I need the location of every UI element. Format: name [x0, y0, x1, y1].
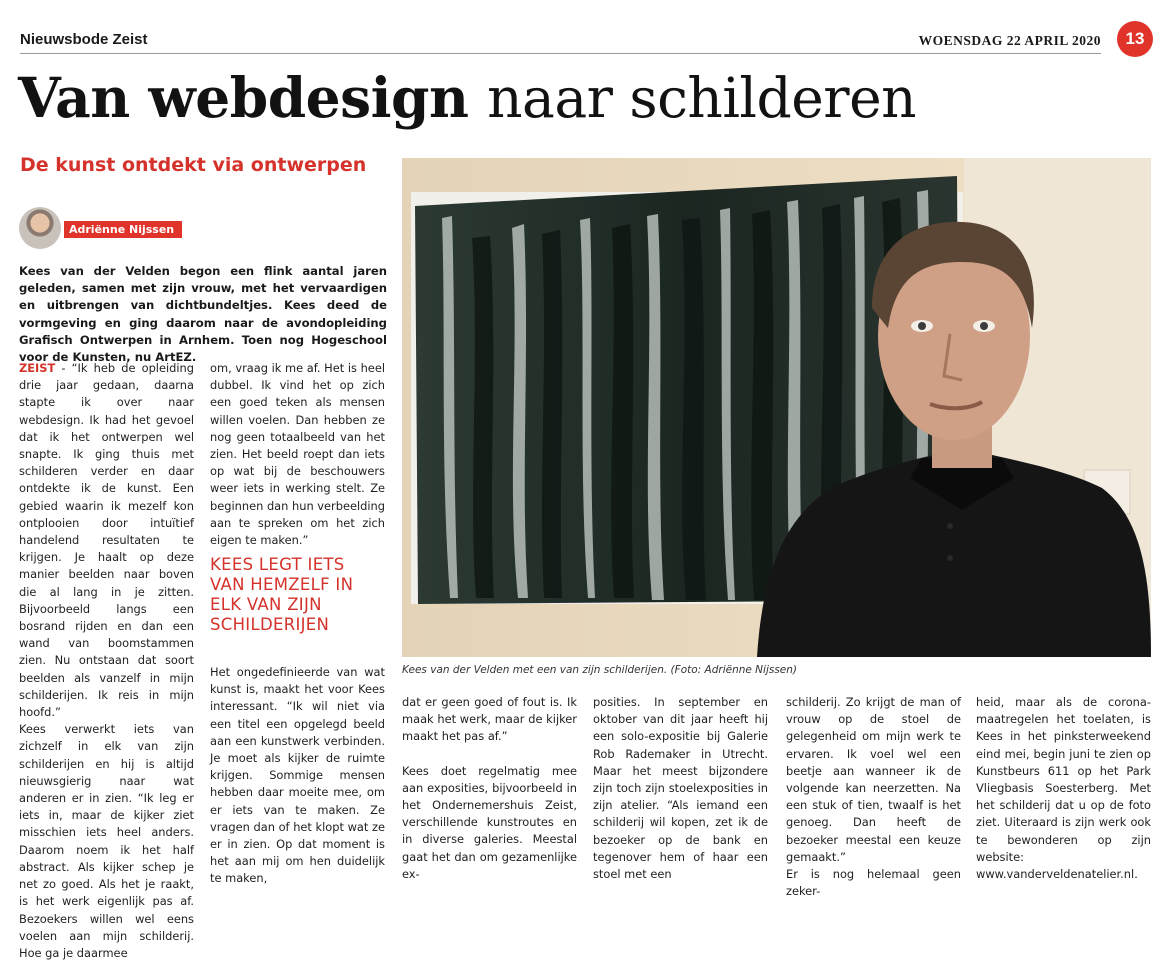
paragraph: Er is nog helemaal geen zeker-: [786, 867, 961, 899]
page-number-badge: 13: [1117, 21, 1153, 57]
article-column-3: [402, 694, 577, 883]
paragraph: [19, 360, 194, 721]
paragraph: Het ongedefinieerde van wat kunst is, maakt het voor Kees interessant. “Ik wil niet via een titel een opgelegd beeld aan een kunstwerk verbinden. Je moet als kijker de ruimte krijgen. Sommige mensen hebben daar moeite mee, om er iets van te maken. Ze vragen dan of het klopt wat ze er in zien. Op dat moment is het aan mij om hen duidelijk te maken,: [210, 665, 385, 886]
header-divider: [20, 53, 1101, 54]
article-column-1: [19, 360, 194, 962]
subheadline: De kunst ontdekt via ontwerpen: [20, 154, 367, 176]
headline-bold: Van webdesign: [18, 65, 469, 130]
article-column-6: [976, 694, 1151, 883]
dateline: ZEIST: [19, 361, 56, 375]
paragraph-text: - “Ik heb de opleiding drie jaar gedaan, daarna stapte ik over naar webdesign. Ik had het gevoel dat ik het ontwerpen wel snapte. Ik ging thuis met schilderen verder en daar ontdekte ik de kunst. Een gebied waarin ik mezelf kon ontplooien door intuïtief handelend resultaten te krijgen. Je haalt op deze manier beelden naar boven die al lang in je zitten. Bijvoorbeeld langs een bosrand rijden en dan een wand van boomstammen zien. Nu ontstaan dat soort beelden als vanzelf in mijn schilderijen. Ik reis in mijn hoofd.”: [19, 361, 194, 720]
photo-caption: Kees van der Velden met een van zijn schilderijen. (Foto: Adriënne Nijssen): [402, 664, 798, 676]
author-avatar: [19, 207, 61, 249]
photo-illustration: [402, 158, 1151, 657]
paragraph: schilderij. Zo krijgt de man of vrouw op de stoel de gelegenheid om mijn werk te ervaren. Ik voel wel een beetje aan wanneer ik de volgende kan neerzetten. Na een stuk of tien, twaalf is het genoeg. Dan heeft de bezoeker meestal een keuze gemaakt.”: [786, 695, 961, 864]
article-photo: [402, 158, 1151, 657]
paragraph: om, vraag ik me af. Het is heel dubbel. Ik vind het op zich een goed teken als mensen willen voelen. Dan hebben ze nog geen totaalbeeld van het zien. Het beeld roept dan iets op wat bij de beschouwers weer iets in werking stelt. Ze beginnen dan hun verbeelding aan te spreken om het zich eigen te maken.”: [210, 361, 385, 548]
article-lead: Kees van der Velden begon een flink aantal jaren geleden, samen met zijn vrouw, met het vervaardigen en uitbrengen van dichtbundeltjes. Kees deed de vormgeving en ging daarom naar de avondopleiding Grafisch Ontwerpen in Arnhem. Toen nog Hogeschool voor de Kunsten, nu ArtEZ.: [19, 264, 387, 365]
paragraph: posities. In september en oktober van dit jaar heeft hij een solo-expositie bij Galerie Rob Rademaker in Utrecht. Maar het meest bijzondere zijn toch zijn stoelexposities in zijn atelier. “Als iemand een schilderij wil kopen, zet ik de bezoeker op de bank en tegenover hem of haar een stoel met een: [593, 695, 768, 882]
paragraph: Kees verwerkt iets van zichzelf in elk van zijn schilderijen en hij is altijd nieuwsgierig naar wat anderen er in zien. “Ik leg er iets in, maar de kijker ziet misschien iets heel anders. Daarom noem ik het half abstract. Als kijker schep je net zo goed. Als het je raakt, is het werk eigenlijk pas af. Bezoekers willen wel eens voelen aan mijn schilderij. Hoe ga je daarmee: [19, 722, 194, 960]
headline-light: naar schilderen: [487, 66, 917, 130]
headline: [18, 62, 916, 134]
author-byline: Adriënne Nijssen: [64, 221, 182, 238]
paragraph: Kees doet regelmatig mee aan exposities, bijvoorbeeld in het Ondernemershuis Zeist, verschillende kunstroutes en in diverse galeries. Meestal gaat het dan om gezamenlijke ex-: [402, 763, 577, 881]
newspaper-name: Nieuwsbode Zeist: [20, 31, 148, 48]
article-column-4: [593, 694, 768, 883]
article-column-2: [210, 360, 385, 549]
article-column-2-continued: [210, 664, 385, 888]
paragraph: heid, maar als de corona-maatregelen het toelaten, is Kees in het pinksterweekend eind mei, begin juni te zien op Kunstbeurs 611 op het Park Vliegbasis Soesterberg. Met het schilderij dat u op de foto ziet. Uiteraard is zijn werk ook te bewonderen op zijn website:: [976, 695, 1151, 864]
paragraph: dat er geen goed of fout is. Ik maak het werk, maar de kijker maakt het pas af.”: [402, 695, 577, 744]
issue-date: WOENSDAG 22 APRIL 2020: [918, 33, 1101, 48]
pull-quote: KEES LEGT IETS VAN HEMZELF IN ELK VAN ZIJN SCHILDERIJEN: [210, 555, 354, 634]
article-column-5: [786, 694, 961, 900]
website-link[interactable]: www.vanderveldenatelier.nl.: [976, 867, 1138, 882]
